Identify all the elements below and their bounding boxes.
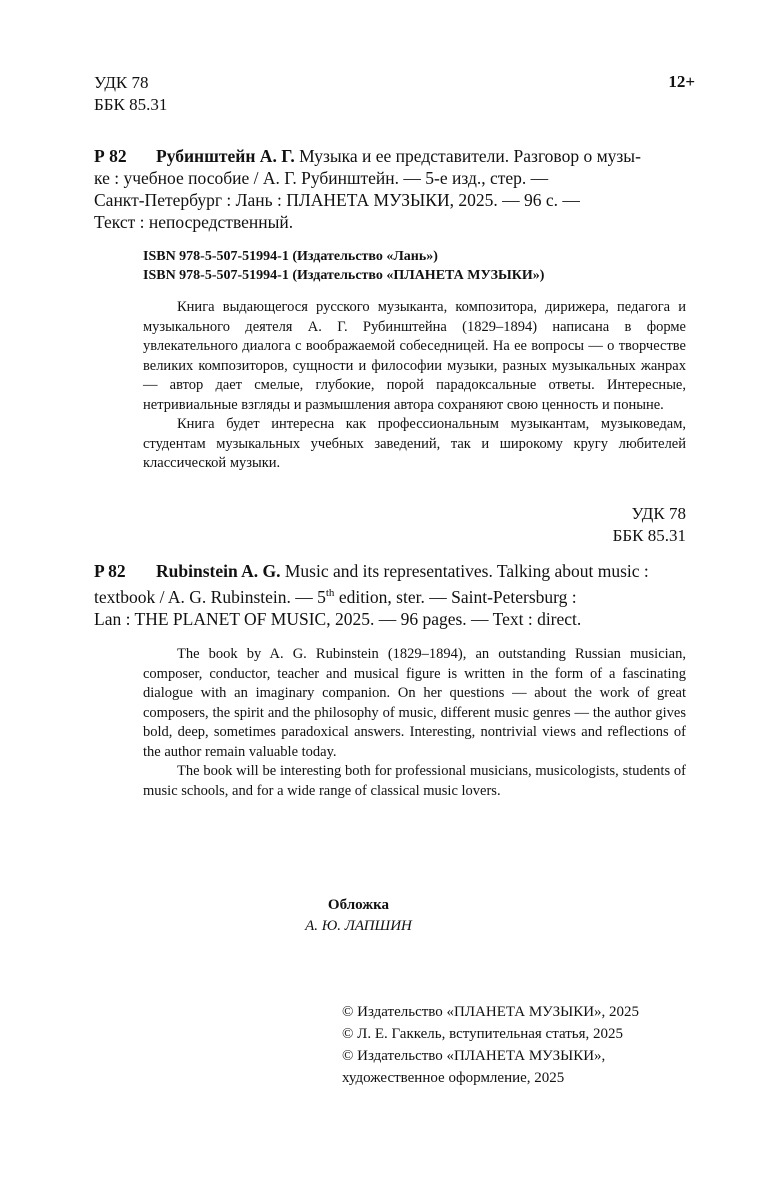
en-entry-line-2 [94,582,686,608]
ru-entry-line-3: Санкт-Петербург : Лань : ПЛАНЕТА МУЗЫКИ, 2025. — 96 с. — [94,190,580,210]
classification-bbk: ББК 85.31 [612,526,686,545]
ru-entry-line-4: Текст : непосредственный. [94,212,294,232]
ru-bibliographic-entry [94,145,686,233]
ru-annotation [143,298,686,474]
classification-udk: УДК 78 [631,504,686,523]
en-annotation-paragraph-1: The book by A. G. Rubinstein (1829–1894), an outstanding Russian musician, composer, conductor, teacher and musical figure is written in the form of a fascinating dialogue with an imaginary companion. On her questions — about the work of great composers, the spirit and the philosophy of music, different music genres — the author gives bold, deep, sometimes paradoxical answers. Interesting, nontrivial views and reflections of the author remain valuable today. [143,646,686,760]
classification-codes [613,503,686,547]
en-entry-line-2-pre: textbook / A. G. Rubinstein. — 5 [94,586,326,607]
copyright-block [342,1001,639,1089]
ru-entry-line-1 [94,145,686,167]
ru-annotation-paragraph-2: Книга будет интересна как профессиональным музыкантам, музыковедам, студентам музыкальных учебных заведений, так и широкому кругу любителей классической музыки. [143,416,686,471]
en-entry-title: Music and its representatives. Talking about music : [280,561,649,581]
age-rating: 12+ [668,72,695,91]
cover-designer-name: А. Ю. ЛАПШИН [305,918,412,934]
header-classification [94,72,167,116]
en-entry-line-3: Lan : THE PLANET OF MUSIC, 2025. — 96 pages. — Text : direct. [94,608,582,629]
copyright-line-2: © Л. Е. Гаккель, вступительная статья, 2025 [342,1026,624,1042]
ru-entry-line-2: ке : учебное пособие / А. Г. Рубинштейн. — 5-е изд., стер. — [94,168,549,188]
cover-credit [0,895,769,937]
en-entry-author: Rubinstein A. G. [156,561,281,581]
en-entry-line-1 [94,560,686,582]
en-entry-edition-sup: th [325,587,335,599]
en-bibliographic-entry [94,560,686,630]
copyright-line-1: © Издательство «ПЛАНЕТА МУЗЫКИ», 2025 [342,1004,640,1020]
ru-entry-code: Р 82 [94,146,127,166]
cover-label: Обложка [327,897,390,913]
en-annotation [143,645,686,801]
ru-entry-author: Рубинштейн А. Г. [156,146,295,166]
header-udk: УДК 78 [94,73,149,92]
en-annotation-paragraph-2: The book will be interesting both for professional musicians, musicologists, students of music schools, and for a wide range of classical music lovers. [143,763,686,799]
en-entry-code: P 82 [94,561,126,581]
copyright-line-3: © Издательство «ПЛАНЕТА МУЗЫКИ», [342,1048,606,1064]
en-entry-line-2-post: edition, ster. — Saint-Petersburg : [334,586,577,607]
ru-annotation-paragraph-1: Книга выдающегося русского музыканта, композитора, дирижера, педагога и музыкального деятеля А. Г. Рубинштейна (1829–1894) написана в форме увлекательного диалога с воображаемой собеседницей. На ее вопросы — о творчестве великих композиторов, сущности и философии музыки, разных музыкальных жанрах — автор дает смелые, глубокие, порой парадоксальные ответы. Интересные, нетривиальные взгляды и размышления автора сохраняют свою ценность и поныне. [143,299,686,413]
isbn-planet: ISBN 978-5-507-51994-1 (Издательство «ПЛАНЕТА МУЗЫКИ») [143,268,545,283]
ru-entry-title: Музыка и ее представители. Разговор о музы- [294,146,641,166]
isbn-lan: ISBN 978-5-507-51994-1 (Издательство «Лань») [143,249,438,264]
copyright-line-4: художественное оформление, 2025 [342,1070,565,1086]
header-bbk: ББК 85.31 [94,95,168,114]
isbn-block [143,247,544,285]
